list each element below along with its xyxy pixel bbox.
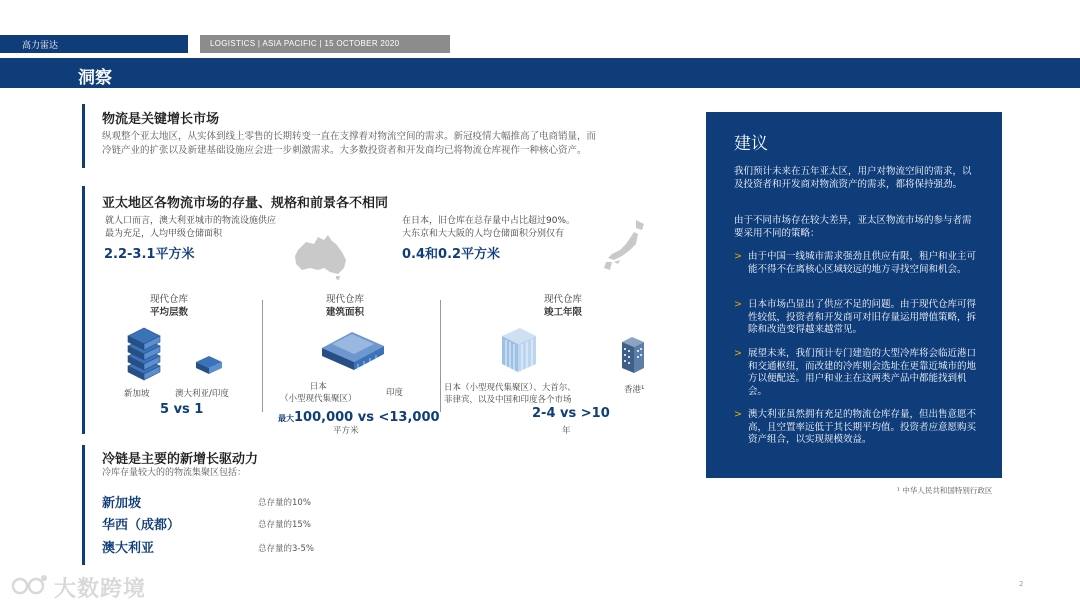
section3-sub: 冷库存量较大的的物流集聚区包括： [102,468,247,478]
col3-title [544,293,582,319]
cold-chain-share: 总存量的15% [258,520,311,530]
cold-chain-city: 澳大利亚 [102,541,155,556]
footnote: ¹ 中华人民共和国特别行政区 [897,486,993,495]
jp-note [402,215,575,241]
col3-label-a-line: 菲律宾，以及中国和印度各个市场 [444,395,572,405]
section-rule-3 [82,445,85,565]
col1-value: 5 vs 1 [160,402,204,417]
recommendations-panel [706,112,1002,478]
cold-chain-city: 华西（成都） [102,518,181,533]
col2-subtitle: 建筑面积 [326,307,365,318]
col2-label-b: 印度 [386,388,404,398]
bullet-marker: > [734,348,742,359]
column-divider [440,300,441,412]
col2-label-a-line: 日本 [309,382,327,392]
jp-value: 0.4和0.2平方米 [402,247,501,262]
section2-heading: 亚太地区各物流市场的存量、规格和前景各不相同 [102,196,389,211]
col2-label-a-line: （小型现代集聚区） [280,394,357,404]
col3-unit: 年 [562,426,571,436]
panel-bullet-text: 日本市场凸显出了供应不足的问题。由于现代仓库可得性较低，投资者和开发商可对旧存量运用增值策略，拆除和改造变得越来越常见。 [748,299,977,335]
au-note [105,215,276,241]
jp-note-line: 在日本，旧仓库在总存量中占比超过90%。 [402,216,576,226]
report-meta-bar [200,35,450,53]
single-storey-warehouse-icon [194,354,224,376]
au-note-line: 最为充足，人均甲级仓储面积 [105,229,223,239]
section1-line: 纵观整个亚太地区，从实体到线上零售的长期转变一直在支撑着对物流空间的需求。新冠疫情大幅推高了电商销量，而 [102,131,597,142]
panel-intro: 我们预计未来在五年亚太区，用户对物流空间的需求，以及投资者和开发商对物流资产的需求，都将保持强劲。 [734,166,972,190]
panel-title: 建议 [734,134,768,154]
brand-bar [0,35,188,53]
section-rule-1 [82,104,85,168]
col3-subtitle: 竣工年限 [544,307,583,318]
col2-unit: 平方米 [333,426,359,436]
column-divider [262,300,263,412]
large-warehouse-icon [318,322,388,372]
cold-chain-share: 总存量的3-5% [258,544,314,554]
col1-title [150,293,188,319]
section3-heading: 冷链是主要的新增长驱动力 [102,452,259,467]
page-title-bar [0,58,1080,88]
watermark-logo-icon [10,572,50,600]
cold-chain-city: 新加坡 [102,496,142,511]
page-number: 2 [1019,580,1024,588]
brand-label: 高力雷达 [22,41,59,51]
australia-map-icon [292,232,352,280]
page-title: 洞察 [78,68,112,88]
bullet-marker: > [734,299,742,310]
jp-note-line: 大东京和大大阪的人均仓储面积分别仅有 [402,229,565,239]
col1-subtitle: 平均层数 [150,307,189,318]
old-building-icon [620,334,646,374]
panel-bullet-text: 展望未来，我们预计专门建造的大型冷库将会临近港口和交通枢纽，而改建的冷库则会选址在更靠近城市的地方以便配送。用户和业主在这两类产品中都能找到机会。 [748,348,977,397]
section1-body [102,130,702,158]
multi-storey-warehouse-icon [124,322,164,382]
bullet-marker: > [734,409,742,420]
au-value: 2.2-3.1平方米 [104,247,195,262]
col2-value-prefix: 最大 [278,414,294,423]
col2-title [326,293,364,319]
cold-chain-share: 总存量的10% [258,498,311,508]
panel-bullet-text: 澳大利亚虽然拥有充足的物流仓库存量，但出售意愿不高，且空置率远低于其长期平均值。投资者应意愿购买资产组合，以实现规模效益。 [748,409,977,445]
section1-heading: 物流是关键增长市场 [102,112,220,127]
col1-label-b: 澳大利亚/印度 [175,389,229,399]
japan-map-icon [600,218,652,274]
bullet-marker: > [734,251,742,262]
panel-bullet-text: 由于中国一线城市需求强劲且供应有限，租户和业主可能不得不在离核心区域较远的地方寻找空间和机会。 [748,251,977,275]
col1-label-a: 新加坡 [124,389,150,399]
col2-value-wrap [278,406,440,425]
modern-building-icon [498,326,540,374]
section-rule-2 [82,186,85,434]
col3-label-a [444,382,576,406]
col1-title-text: 现代仓库 [150,294,189,305]
col2-title-text: 现代仓库 [326,294,365,305]
au-note-line: 就人口而言，澳大利亚城市的物流设施供应 [105,216,277,226]
col3-title-text: 现代仓库 [544,294,583,305]
col3-value: 2-4 vs >10 [532,406,610,421]
col3-label-b: 香港¹ [624,385,645,395]
col3-label-a-line: 日本（小型现代集聚区）、大首尔、 [444,383,576,393]
panel-strategy-intro: 由于不同市场存在较大差异，亚太区物流市场的参与者需要采用不同的策略： [734,215,972,239]
col2-value: 100,000 vs <13,000 [294,410,440,425]
section1-line: 冷链产业的扩张以及新建基础设施应会进一步刺激需求。大多数投资者和开发商均已将物流仓库视作一种核心资产。 [102,145,587,156]
report-meta: LOGISTICS | ASIA PACIFIC | 15 OCTOBER 2020 [210,39,400,48]
watermark-text: 大数跨境 [54,577,147,602]
col2-label-a [280,381,357,405]
